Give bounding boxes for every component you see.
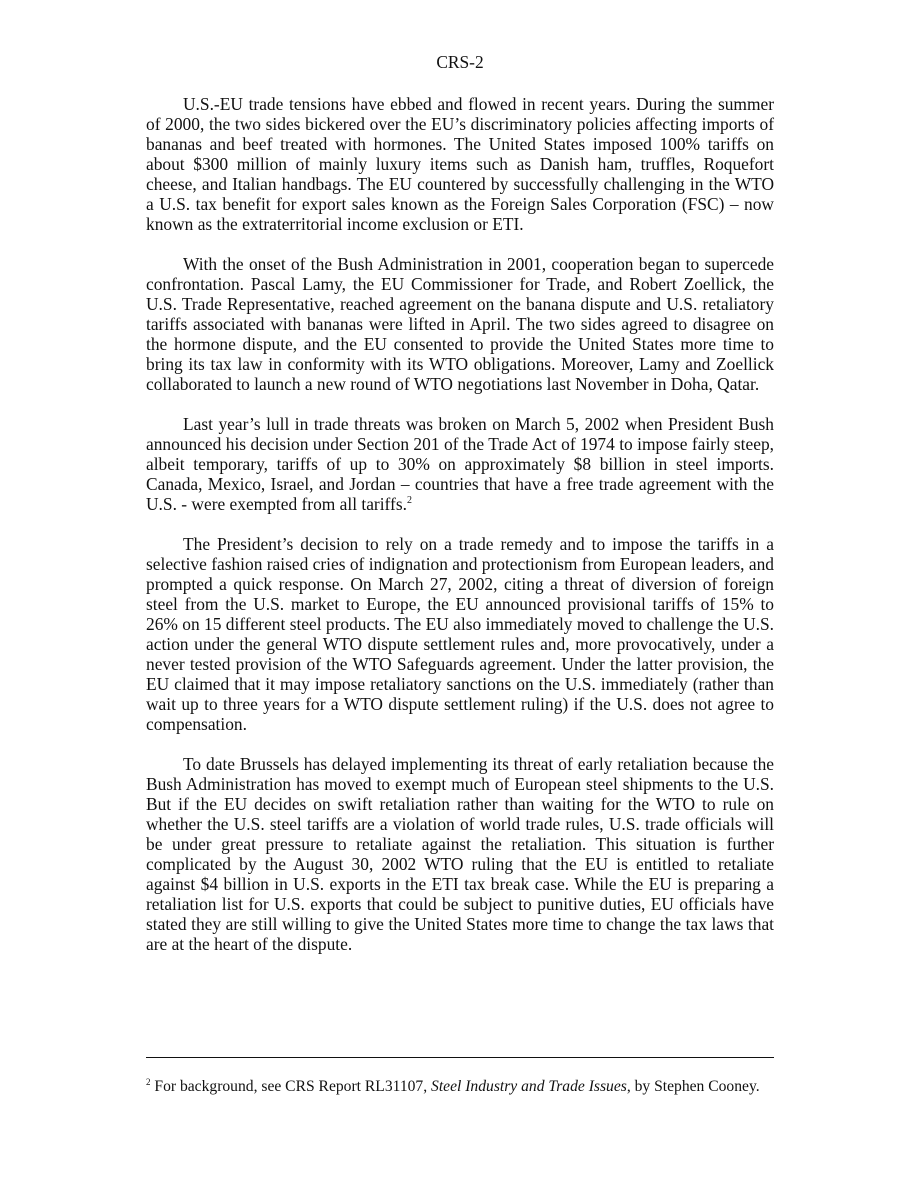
paragraph-bush-cooperation [146,254,774,394]
footnote-report-title: Steel Industry and Trade Issues [431,1078,627,1095]
footnote-text-after: , by Stephen Cooney. [626,1078,760,1095]
footnote-number: 2 [146,1077,151,1087]
body-text [146,94,774,974]
page-number-header: CRS-2 [436,52,484,72]
footnote-divider [146,1057,774,1058]
paragraph-text: To date Brussels has delayed implementing its threat of early retaliation because the Bush Administration has moved to exempt much of European steel shipments to the U.S. But if the EU decides on swift retaliation rather than waiting for the WTO to rule on whether the U.S. steel tariffs are a violation of world trade rules, U.S. trade officials will be under great pressure to retaliate against the retaliation. This situation is further complicated by the August 30, 2002 WTO ruling that the EU is entitled to retaliate against $4 billion in U.S. exports in the ETI tax break case. While the EU is preparing a retaliation list for U.S. exports that could be subject to punitive duties, EU officials have stated they are still willing to give the United States more time to change the tax laws that are at the heart of the dispute. [146,754,774,954]
paragraph-text: With the onset of the Bush Administration in 2001, cooperation began to supercede confrontation. Pascal Lamy, the EU Commissioner for Trade, and Robert Zoellick, the U.S. Trade Representative, reached agreement on the banana dispute and U.S. retaliatory tariffs associated with bananas were lifted in April. The two sides agreed to disagree on the hormone dispute, and the EU consented to provide the United States more time to bring its tax law in conformity with its WTO obligations. Moreover, Lamy and Zoellick collaborated to launch a new round of WTO negotiations last November in Doha, Qatar. [146,254,774,394]
footnote-text-before: For background, see CRS Report RL31107, [150,1078,432,1095]
paragraph-brussels-retaliation [146,754,774,954]
paragraph-text: The President’s decision to rely on a trade remedy and to impose the tariffs in a selective fashion raised cries of indignation and protectionism from European leaders, and prompted a quick response. On March 27, 2002, citing a threat of diversion of foreign steel from the U.S. market to Europe, the EU announced provisional tariffs of 15% to 26% on 15 different steel products. The EU also immediately moved to challenge the U.S. action under the general WTO dispute settlement rules and, more provocatively, under a never tested provision of the WTO Safeguards agreement. Under the latter provision, the EU claimed that it may impose retaliatory sanctions on the U.S. immediately (rather than wait up to three years for a WTO dispute settlement ruling) if the U.S. does not agree to compensation. [146,534,774,734]
paragraph-eu-response [146,534,774,734]
paragraph-text: U.S.-EU trade tensions have ebbed and flowed in recent years. During the summer of 2000, the two sides bickered over the EU’s discriminatory policies affecting imports of bananas and beef treated with hormones. The United States imposed 100% tariffs on about $300 million of mainly luxury items such as Danish ham, truffles, Roquefort cheese, and Italian handbags. The EU countered by successfully challenging in the WTO a U.S. tax benefit for export sales known as the Foreign Sales Corporation (FSC) – now known as the extraterritorial income exclusion or ETI. [146,94,774,234]
paragraph-trade-tensions [146,94,774,234]
paragraph-steel-tariffs [146,414,774,514]
footnote-reference[interactable]: 2 [406,495,412,506]
paragraph-text: Last year’s lull in trade threats was broken on March 5, 2002 when President Bush announced his decision under Section 201 of the Trade Act of 1974 to impose fairly steep, albeit temporary, tariffs of up to 30% on approximately $8 billion in steel imports. Canada, Mexico, Israel, and Jordan – countries that have a free trade agreement with the U.S. - were exempted from all tariffs. [146,414,774,514]
footnote [146,1077,774,1097]
